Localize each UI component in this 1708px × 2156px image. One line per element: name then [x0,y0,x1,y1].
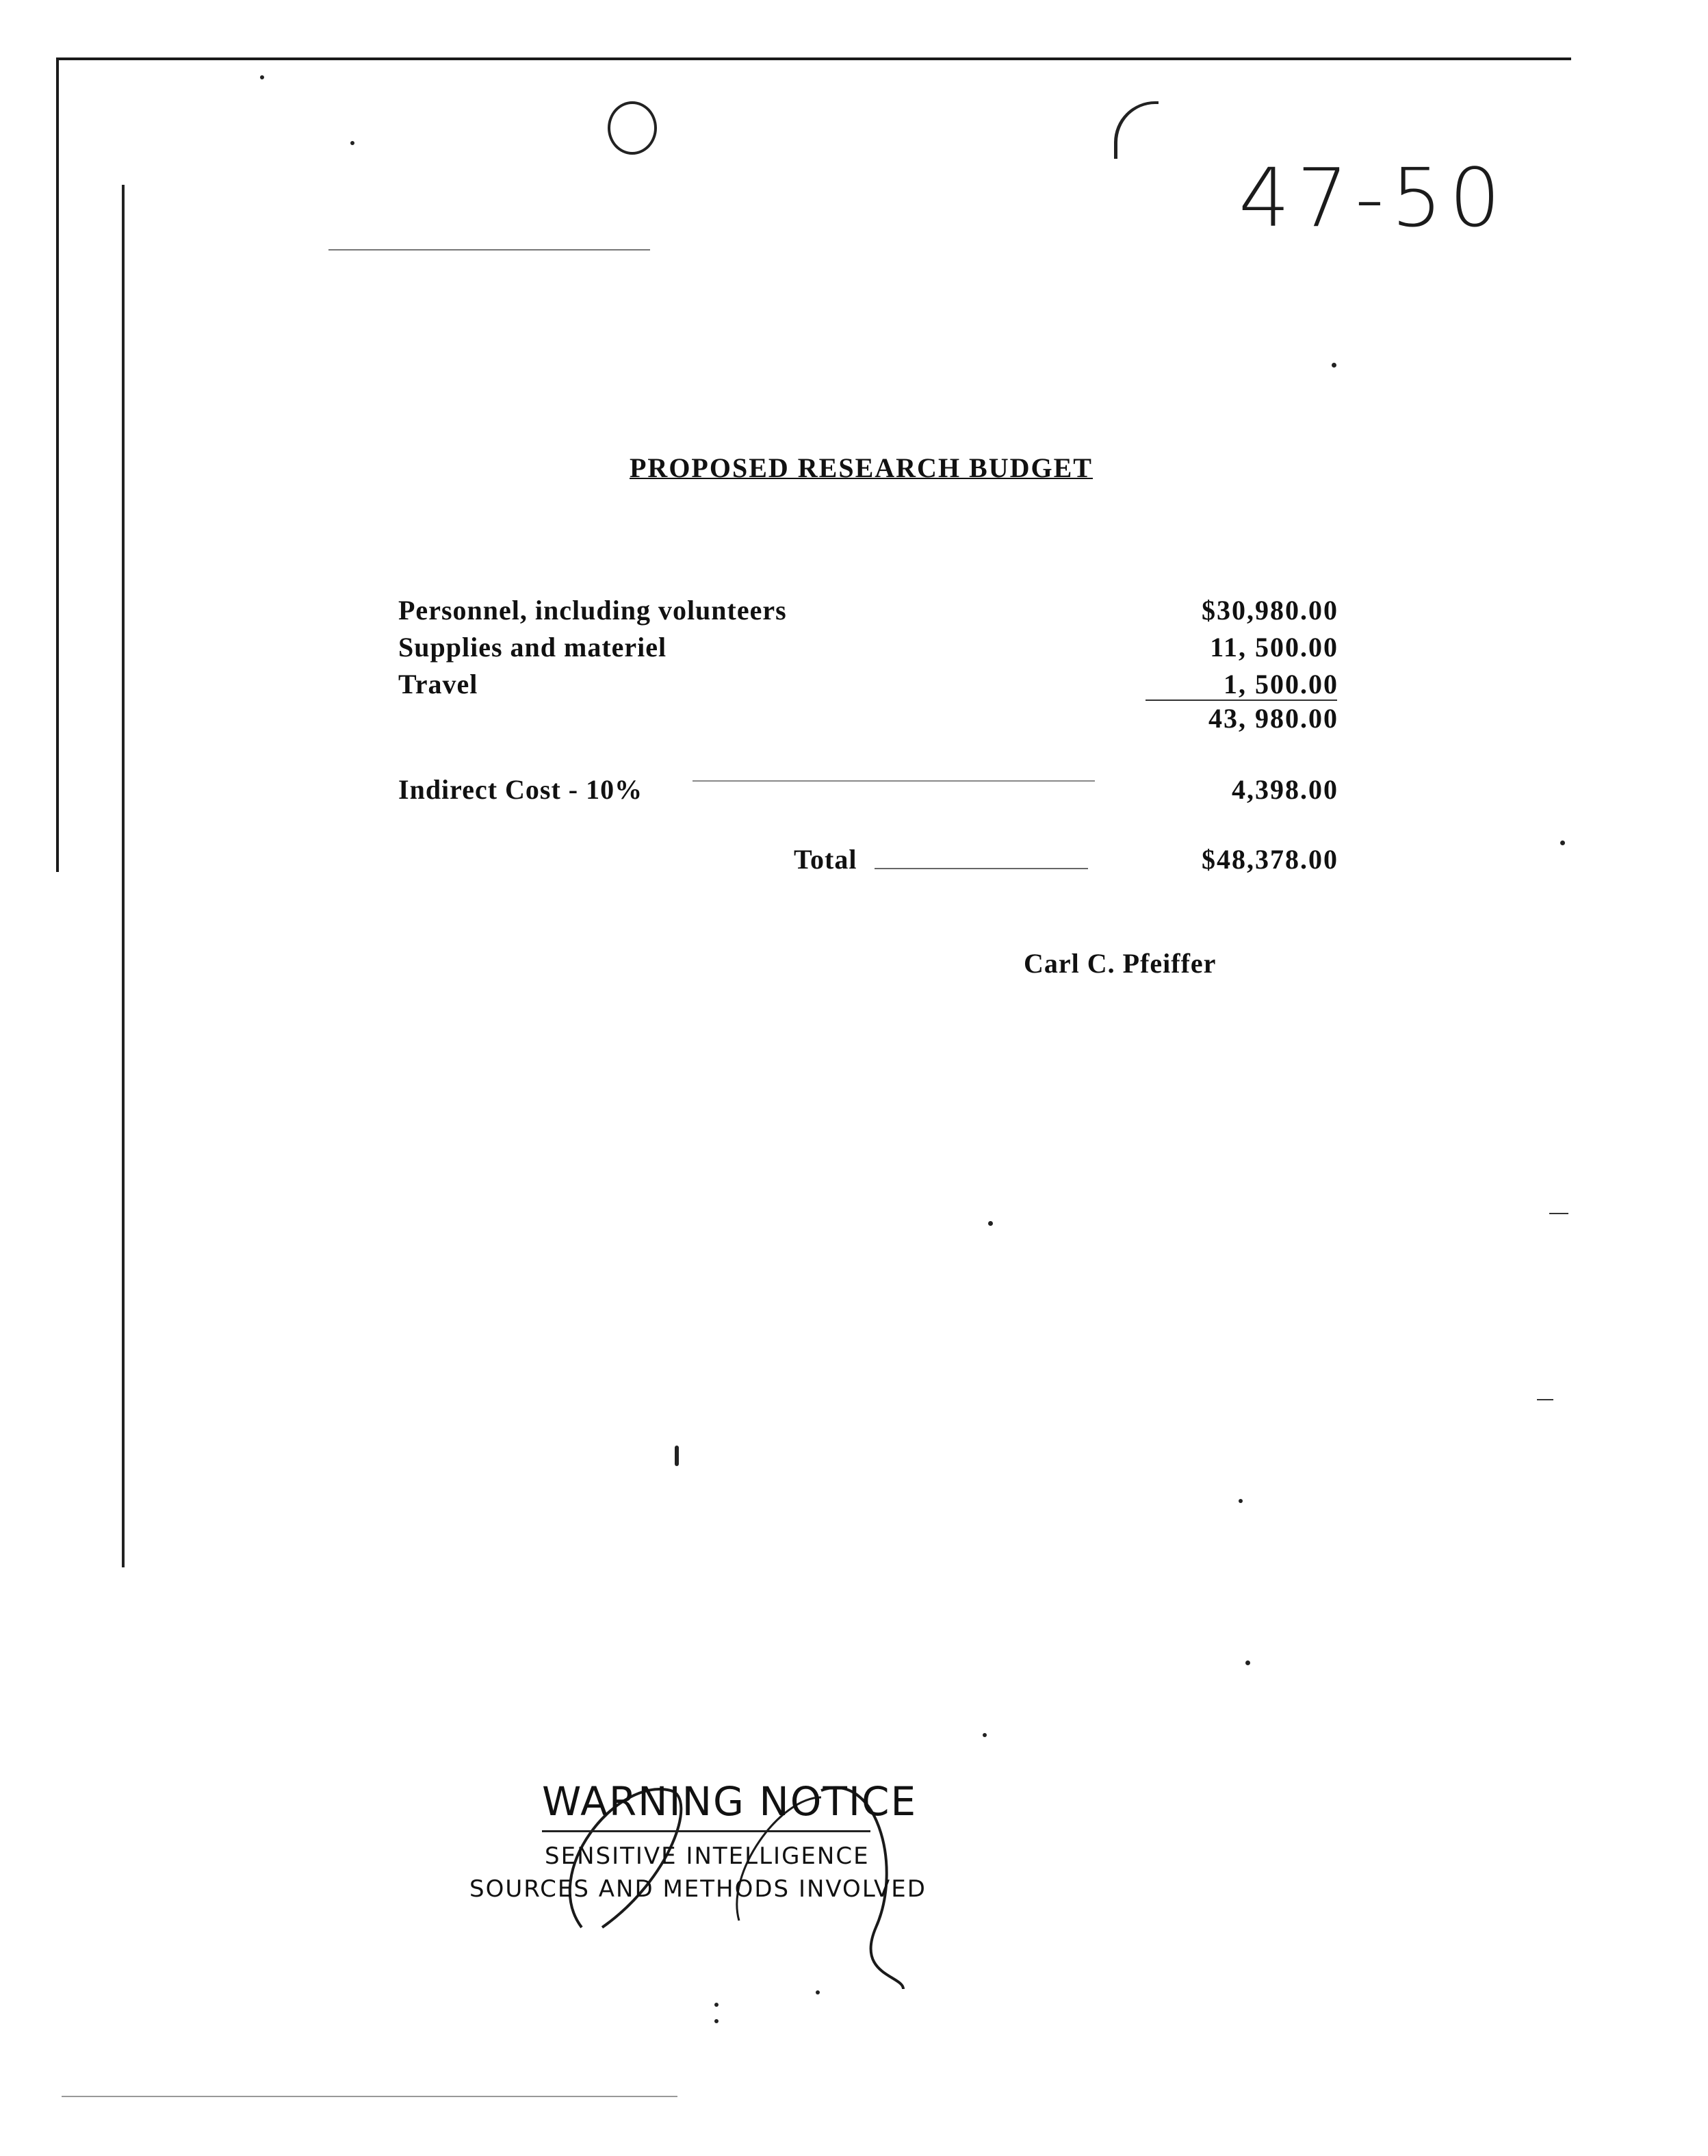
handwritten-paren-mark [1114,101,1159,159]
subtotal-rule [1146,700,1337,701]
scan-speck [988,1221,993,1226]
scan-artifact-line [328,249,650,251]
scan-speck [983,1733,987,1737]
stamp-line-sensitive: SENSITIVE INTELLIGENCE [545,1843,870,1870]
budget-row-label-personnel: Personnel, including volunteers [398,595,787,626]
scan-speck [714,2003,719,2007]
budget-row-amount-personnel: $30,980.00 [1202,595,1338,626]
scan-frame-top [57,57,1571,60]
total-label: Total [794,844,857,875]
scan-speck [260,75,264,79]
scan-speck [350,141,354,145]
total-amount: $48,378.00 [1202,844,1338,875]
scan-artifact-line [1549,1213,1568,1214]
handwritten-circle-mark [608,101,657,155]
budget-subtotal-amount: 43, 980.00 [1208,703,1338,734]
page-title: PROPOSED RESEARCH BUDGET [630,452,1093,483]
scan-frame-left [56,57,59,872]
budget-row-amount-supplies: 11, 500.00 [1210,632,1338,663]
indirect-cost-amount: 4,398.00 [1232,774,1338,805]
scan-speck [1245,1660,1250,1665]
scan-artifact-line [62,2096,677,2097]
scan-speck [1560,840,1565,845]
scan-speck [675,1446,679,1466]
indirect-cost-label: Indirect Cost - 10% [398,774,643,805]
budget-row-amount-travel: 1, 500.00 [1224,669,1338,700]
stamp-line-sources: SOURCES AND METHODS INVOLVED [469,1875,927,1903]
stamp-divider [542,1830,870,1832]
scan-speck [1332,363,1336,368]
stamp-headline: WARNING NOTICE [542,1778,918,1825]
scan-speck [1239,1499,1243,1503]
scan-speck [816,1990,820,1994]
binder-margin-line [122,185,125,1567]
indirect-cost-leader-line [693,780,1095,782]
total-leader-line [875,868,1088,869]
budget-row-label-supplies: Supplies and materiel [398,632,667,663]
budget-row-label-travel: Travel [398,669,478,700]
handwritten-document-number: 47-50 [1239,151,1508,245]
scan-artifact-line [1537,1399,1553,1400]
signatory-name: Carl C. Pfeiffer [1024,948,1217,979]
scan-speck [714,2019,719,2023]
warning-notice-stamp [465,1770,944,1989]
